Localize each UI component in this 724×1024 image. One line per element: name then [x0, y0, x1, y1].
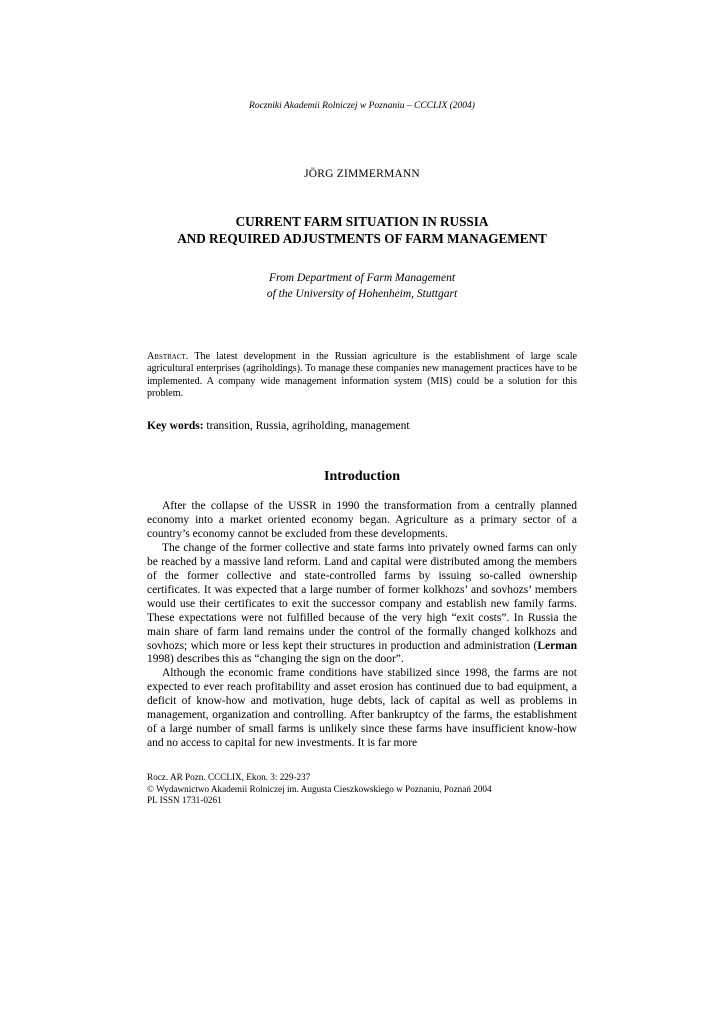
title-line-1: CURRENT FARM SITUATION IN RUSSIA [235, 214, 489, 229]
keywords-label: Key words: [147, 420, 204, 432]
paragraph-2-text-b: 1998) describes this as “changing the sign on the door”. [147, 653, 404, 666]
affiliation-line-1: From Department of Farm Management [268, 272, 456, 284]
abstract-text: The latest development in the Russian agriculture is the establishment of large scale agricultural enterprises (agriholdings). To manage these companies new management practices have to be implemented. A company wide management information system (MIS) could be a solution for this problem. [147, 351, 577, 399]
body-text [147, 500, 577, 751]
footer-issn: PL ISSN 1731-0261 [147, 795, 222, 806]
journal-header: Roczniki Akademii Rolniczej w Poznaniu – CCCLIX (2004) [249, 101, 475, 111]
footer [147, 772, 577, 807]
author-name: JÖRG ZIMMERMANN [304, 168, 420, 180]
paragraph-3: Although the economic frame conditions have stabilized since 1998, the farms are not expected to ever reach profitability and asset erosion has continued due to bad equipment, a deficit of know-how and motivation, huge debts, lack of capital as well as problems in management, organization and controlling. After bankruptcy of the farms, the establishment of a large number of small farms is unlikely since these farms have insufficient know-how and no access to capital for new investments. It is far more [147, 667, 577, 750]
section-heading-introduction: Introduction [324, 469, 400, 484]
abstract-label: Abstract. [147, 351, 189, 362]
footer-copyright: © Wydawnictwo Akademii Rolniczej im. Augusta Cieszkowskiego w Poznaniu, Poznań 2004 [147, 783, 492, 794]
keywords [147, 420, 577, 432]
footer-citation: Rocz. AR Pozn. CCCLIX, Ekon. 3: 229-237 [147, 772, 311, 782]
title-line-2: AND REQUIRED ADJUSTMENTS OF FARM MANAGEMENT [177, 231, 547, 246]
affiliation-line-2: of the University of Hohenheim, Stuttgart [266, 287, 458, 300]
affiliation [147, 271, 577, 302]
paragraph-2-text-a: The change of the former collective and state farms into privately owned farms can only be reached by a massive land reform. Land and capital were distributed among the members of the former collective and state-controlled farms by issuing so-called ownership certificates. It was expected that a large number of former kolkhozs’ and sovhozs’ members would use their certificates to exit the successor company and establish new family farms. These expectations were not fulfilled because of the very high “exit costs”. In Russia the main share of farm land remains under the control of the formally changed kolkhozs and sovhozs; which more or less kept their structures in production and administration ( [147, 541, 577, 652]
keywords-text: transition, Russia, agriholding, management [206, 420, 410, 432]
paragraph-2 [147, 542, 577, 668]
paragraph-1: After the collapse of the USSR in 1990 the transformation from a centrally planned economy into a market oriented economy began. Agriculture as a primary sector of a country’s economy cannot be excluded from these developments. [147, 500, 577, 540]
citation-lerman: Lerman [537, 639, 577, 652]
abstract [147, 351, 577, 400]
paper-title [100, 213, 624, 247]
